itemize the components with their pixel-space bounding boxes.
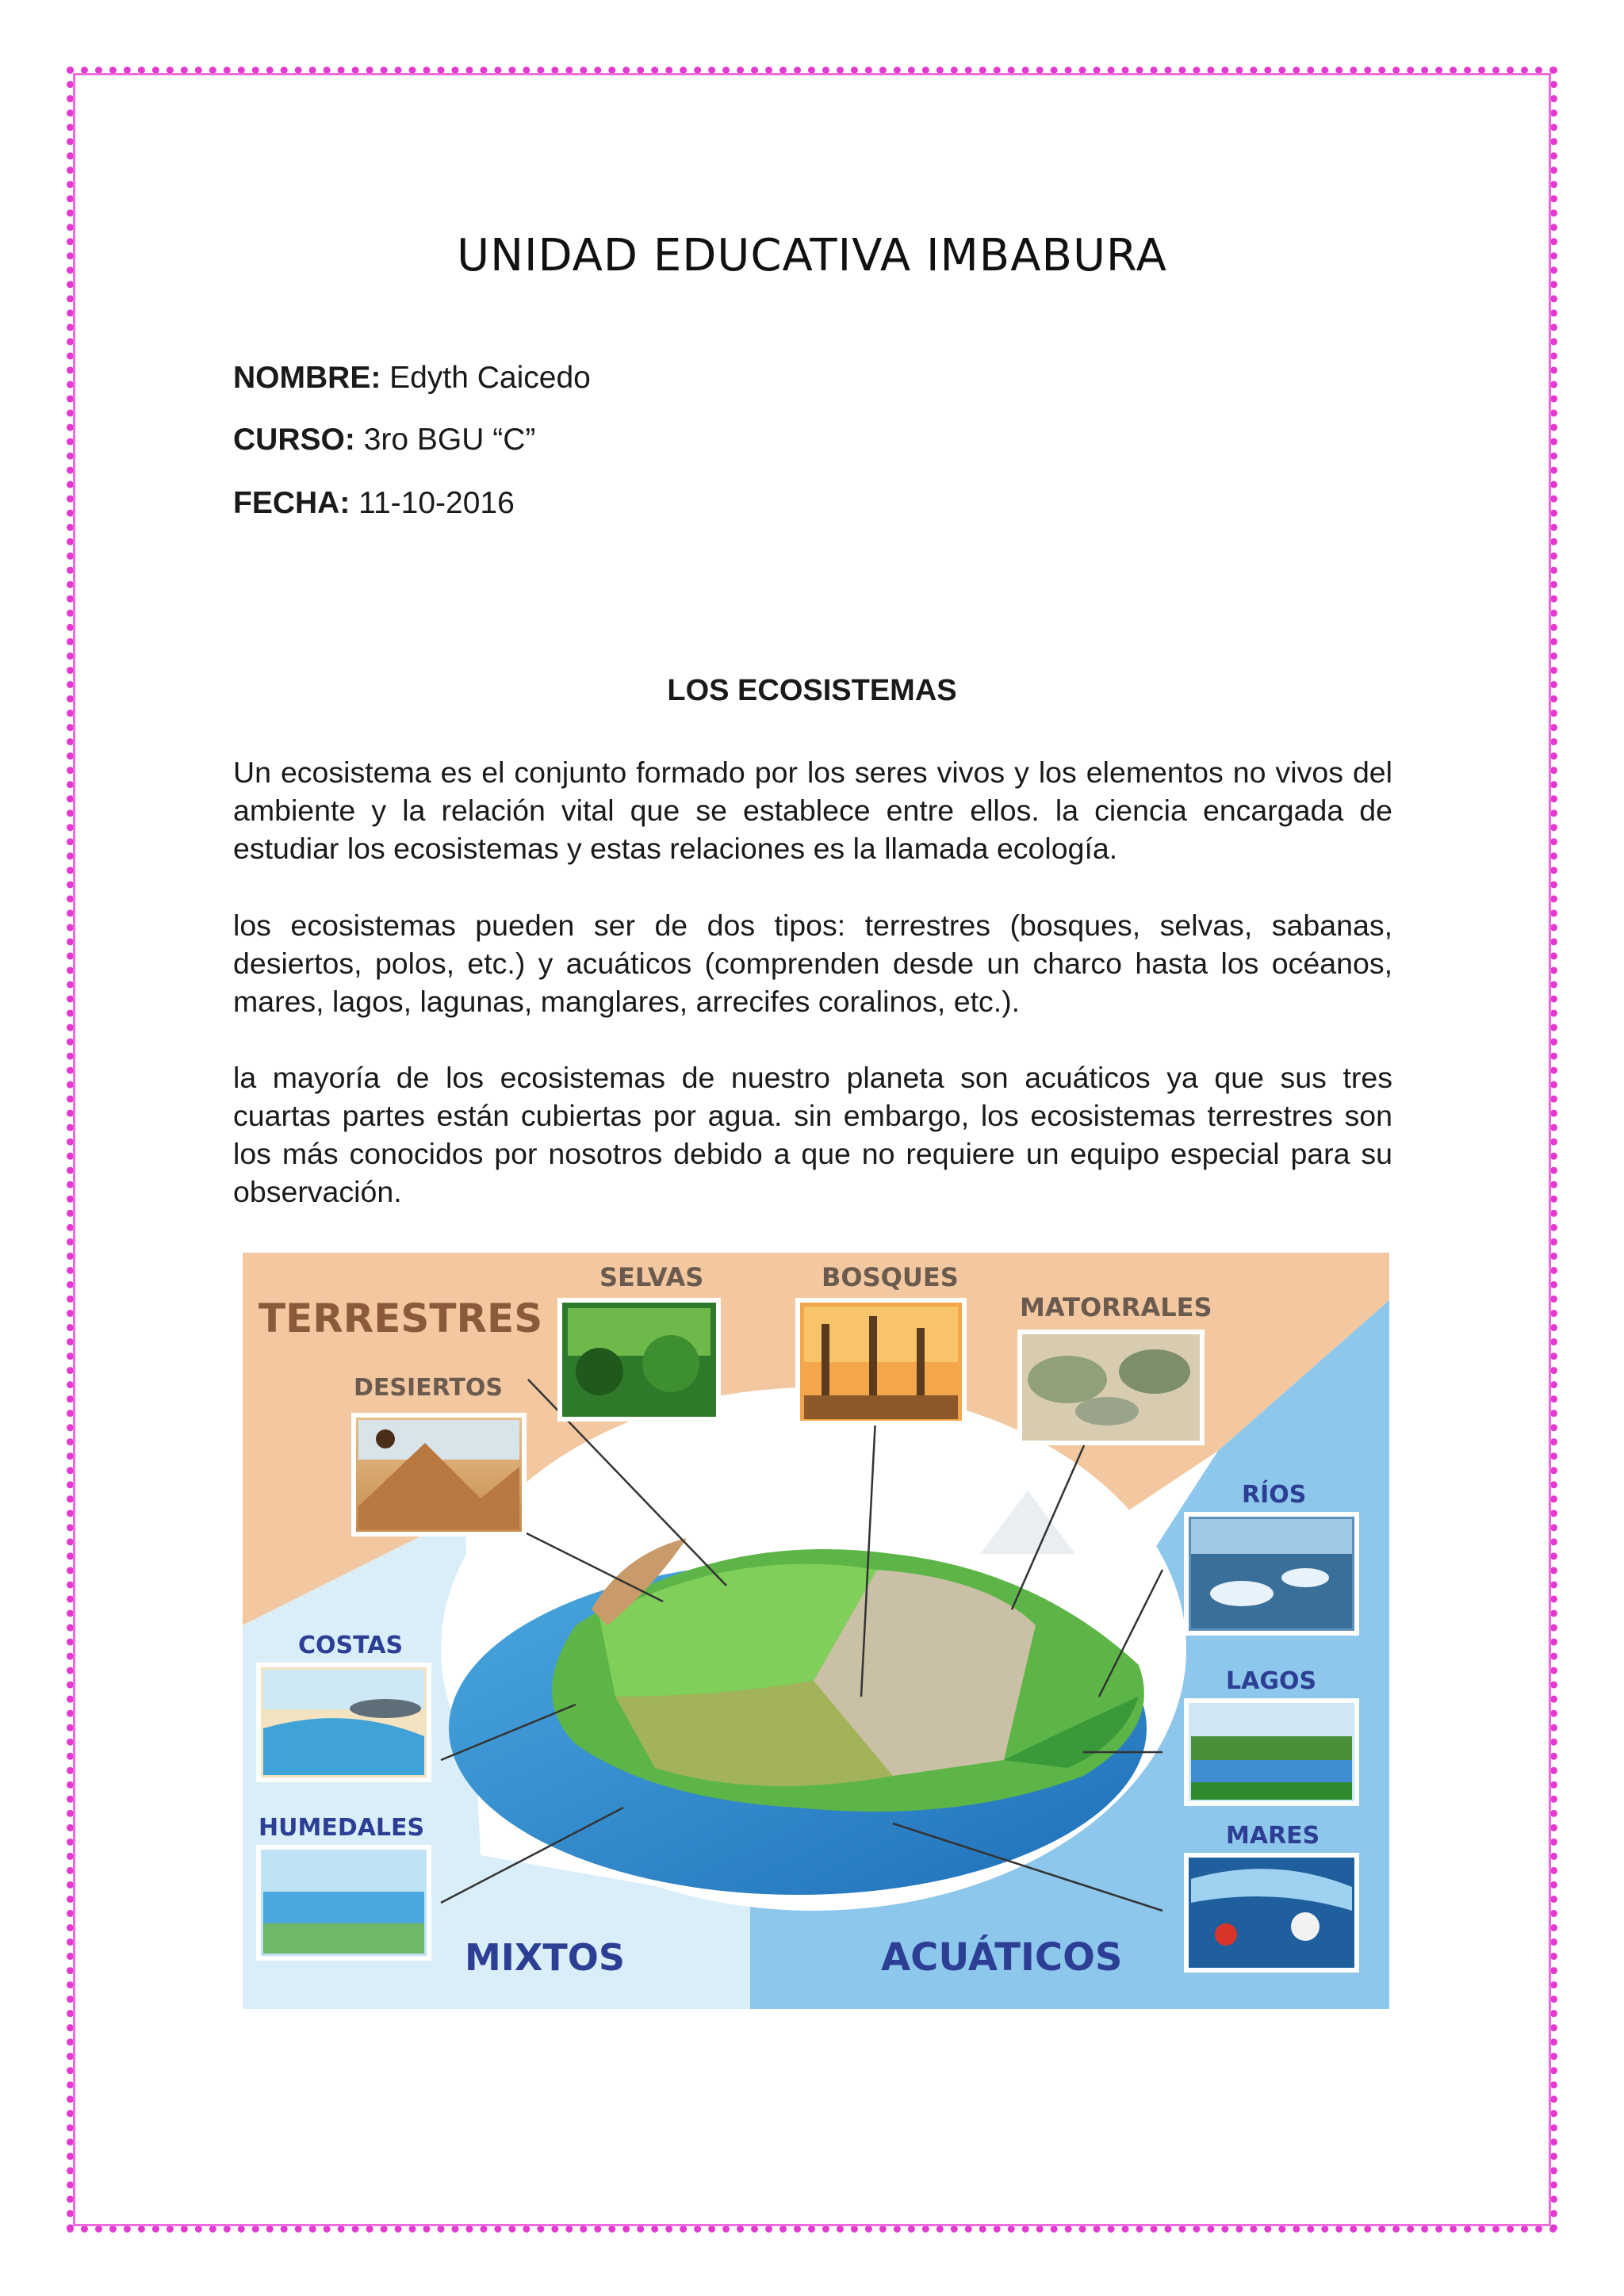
nombre-value: Edyth Caicedo (389, 361, 591, 395)
curso-line (233, 423, 535, 457)
paragraph-3: la mayoría de los ecosistemas de nuestro planeta son acuáticos ya que sus tres cuartas partes están cubiertas por agua. sin embargo, los ecosistemas terrestres son los más conocidos por nosotros debido a que no requiere un equipo especial para su observación. (233, 1061, 1392, 1208)
label-bosques: BOSQUES (822, 1262, 959, 1292)
thumb-mares (1186, 1855, 1357, 1970)
nombre-label: NOMBRE: (233, 361, 381, 395)
ecosystems-diagram (243, 1253, 1389, 2009)
thumb-bosques (798, 1300, 964, 1423)
label-desiertos: DESIERTOS (354, 1374, 503, 1402)
label-costas: COSTAS (298, 1632, 404, 1659)
article-title: LOS ECOSISTEMAS (667, 674, 957, 707)
nombre-line (233, 361, 591, 396)
ecosystems-figure (243, 1253, 1389, 2009)
label-humedales: HUMEDALES (259, 1814, 425, 1842)
thumb-humedales (259, 1847, 429, 1958)
category-acuaticos: ACUÁTICOS (881, 1935, 1123, 1980)
fecha-value: 11-10-2016 (358, 486, 515, 520)
thumb-matorrales (1020, 1332, 1202, 1443)
fecha-label: FECHA: (233, 486, 350, 520)
fecha-line (233, 486, 515, 521)
thumb-lagos (1186, 1701, 1357, 1804)
paragraph-2: los ecosistemas pueden ser de dos tipos: terrestres (bosques, selvas, sabanas, desiertos, polos, etc.) y acuáticos (comprenden desde un charco hasta los océanos, mares, lagos, lagunas, manglares, arrecifes coralinos, etc.). (233, 909, 1392, 1018)
thumb-rios (1186, 1514, 1357, 1633)
label-mares: MARES (1226, 1822, 1320, 1850)
category-mixtos: MIXTOS (465, 1936, 625, 1979)
school-name: UNIDAD EDUCATIVA IMBABURA (457, 230, 1167, 281)
curso-label: CURSO: (233, 423, 355, 457)
thumb-selvas (560, 1300, 718, 1419)
label-selvas: SELVAS (599, 1262, 704, 1292)
paragraph-1: Un ecosistema es el conjunto formado por los seres vivos y los elementos no vivos del ambiente y la relación vital que se establece entre ellos. la ciencia encargada de estudiar los ecosistemas y estas relaciones es la llamada ecología. (233, 756, 1392, 865)
category-terrestres: TERRESTRES (259, 1295, 543, 1341)
thumb-costas (259, 1665, 429, 1780)
curso-value: 3ro BGU “C” (363, 423, 536, 457)
label-rios: RÍOS (1242, 1481, 1307, 1509)
label-lagos: LAGOS (1226, 1667, 1317, 1695)
thumb-desiertos (354, 1415, 524, 1534)
label-matorrales: MATORRALES (1020, 1292, 1212, 1322)
